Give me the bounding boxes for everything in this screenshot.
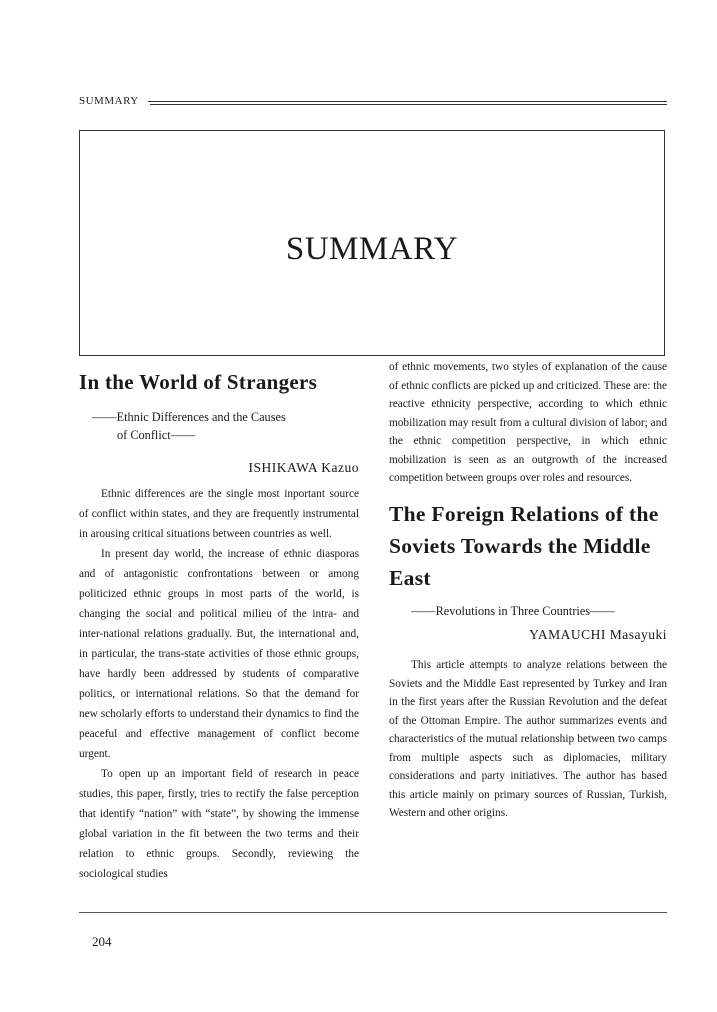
article-1-title: In the World of Strangers — [79, 370, 318, 394]
article-2-paragraph-1: This article attempts to analyze relations between the Soviets and the Middle East represented by Turkey and Iran in the first years after the Russian Revolution and the defeat of the Ottoman Empire. The author summarizes events and characteristics of the mutual relationship between two camps from multiple aspects such as diplomacies, military considerations and party initiatives. The author has based this article mainly on primary sources of Russian, Turkish, Western and other origins. — [389, 659, 667, 819]
article-2-title — [389, 498, 667, 594]
left-column — [79, 356, 359, 884]
article-1-paragraph-1: Ethnic differences are the single most inportant source of conflict within states, and they are frequently instrumental in arousing critical situations between countries as well. — [79, 488, 359, 540]
article-1-subtitle — [79, 408, 359, 444]
page-number: 204 — [92, 934, 112, 949]
article-1-subtitle-line2: of Conflict—— — [117, 428, 196, 442]
article-2-subtitle: ——Revolutions in Three Countries—— — [411, 603, 615, 618]
article-1-paragraph-3: To open up an important field of research in peace studies, this paper, firstly, tries to rectify the false perception that identify “nation” with “state”, by showing the immense global variation in the fit between the two terms and their relation to ethnic groups. Secondly, reviewing the sociological studies — [79, 768, 359, 880]
article-2-title-line1: The Foreign Relations of the — [389, 501, 659, 526]
article-1-subtitle-line1: ——Ethnic Differences and the Causes — [92, 410, 286, 424]
article-1-author: ISHIKAWA Kazuo — [248, 460, 359, 475]
page-title: SUMMARY — [285, 231, 459, 267]
title-box — [79, 130, 665, 356]
right-column — [389, 358, 667, 823]
header-rule-top — [148, 101, 667, 102]
article-2-author: YAMAUCHI Masayuki — [529, 626, 667, 642]
article-1-paragraph-4: of ethnic movements, two styles of explanation of the cause of ethnic conflicts are picked up and criticized. These are: the reactive ethnicity perspective, according to which ethnic mobilization may result from a cultural division of labor; and the ethnic competition perspective, in which ethnic mobilization is seen as an outgrowth of the increased competition between groups over roles and resources. — [389, 361, 668, 484]
article-1-paragraph-2: In present day world, the increase of ethnic diasporas and of antagonistic confrontations between or among politicized ethnic groups in most parts of the world, is changing the social and political milieu of the intra- and inter-national relations gradually. But, the international and, in particular, the trans-state activities of those ethnic groups, have hardly been addressed by students of comparative politics, or international relations. So that the demand for new scholarly efforts to understand their dynamics to find the peaceful and effective management of conflict become urgent. — [79, 548, 359, 760]
article-2-title-line2: Soviets Towards the Middle East — [389, 533, 651, 590]
footer-rule — [79, 912, 667, 913]
running-head: SUMMARY — [79, 95, 139, 107]
header-rule-bottom — [150, 104, 667, 105]
